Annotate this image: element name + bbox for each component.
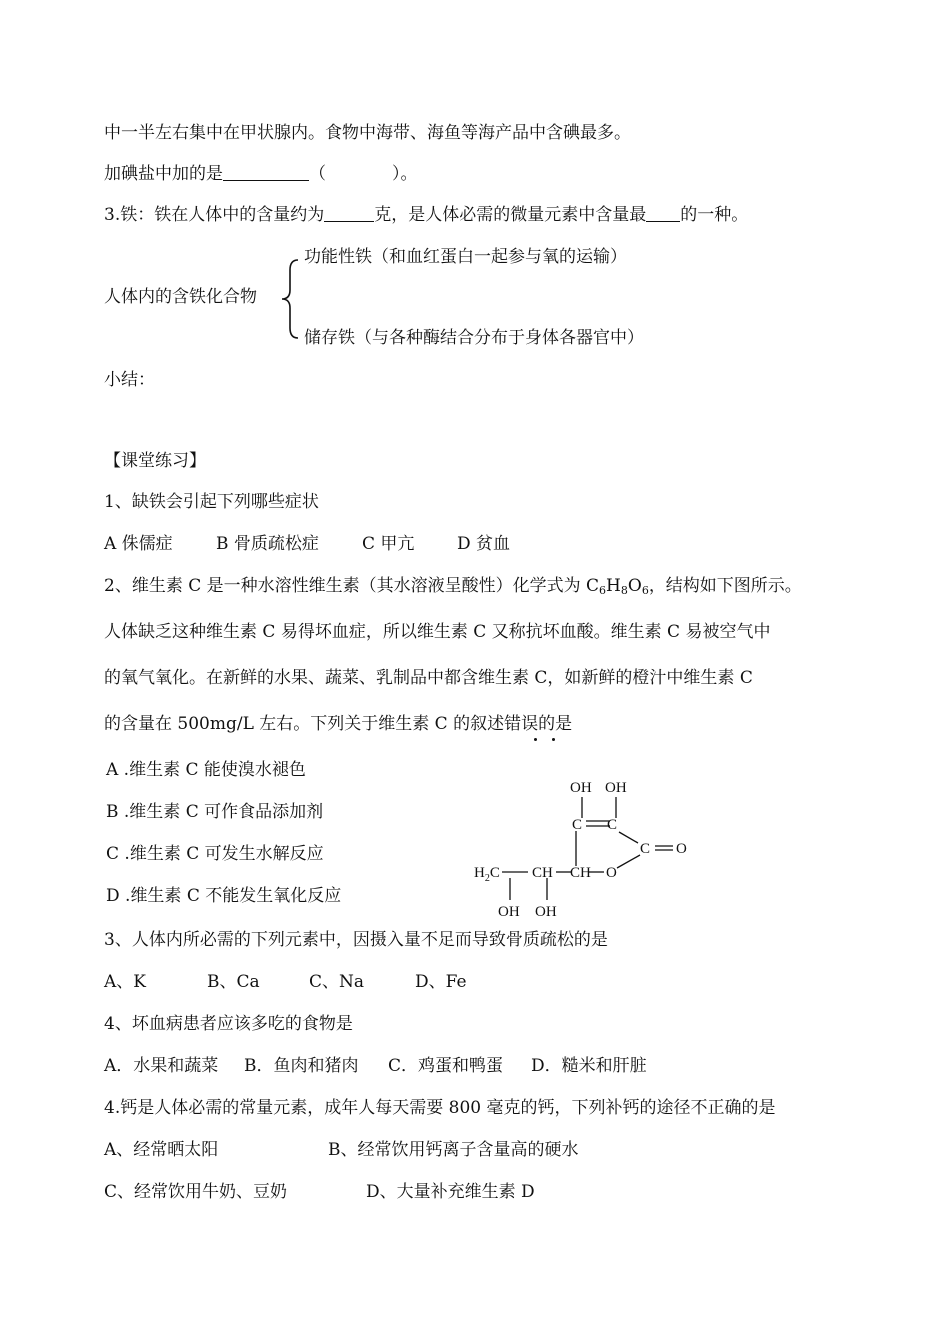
- iron-heading: [104, 203, 748, 227]
- answer-blank[interactable]: [646, 203, 680, 222]
- answer-blank[interactable]: [324, 203, 374, 222]
- q4-stem: 4、坏血病患者应该多吃的食物是: [104, 1014, 353, 1034]
- iodized-salt-line: [104, 162, 418, 186]
- q4-option-d[interactable]: D．糙米和肝脏: [531, 1056, 647, 1076]
- o-ring-label: O: [606, 865, 617, 881]
- vitamin-c-structure: [470, 770, 700, 922]
- q4-option-b[interactable]: B．鱼肉和猪肉: [244, 1056, 359, 1076]
- q4-options: [104, 1054, 647, 1078]
- c-label: C: [572, 817, 583, 833]
- q1-stem: 1、缺铁会引起下列哪些症状: [104, 492, 319, 512]
- q5-stem: 4.钙是人体必需的常量元素，成年人每天需要 800 毫克的钙，下列补钙的途径不正确的是: [104, 1098, 776, 1118]
- q2-line3: 的氧气氧化。在新鲜的水果、蔬菜、乳制品中都含维生素 C，如新鲜的橙汁中维生素 C: [104, 668, 753, 688]
- iron-heading-part2: 克，是人体必需的微量元素中含量最: [374, 205, 647, 225]
- q2-line1-text: 2、维生素 C 是一种水溶性维生素（其水溶液呈酸性）化学式为 C: [104, 576, 600, 596]
- ch-label: CH: [532, 865, 553, 881]
- q3-options: [104, 970, 467, 994]
- ch-label: CH: [570, 865, 591, 881]
- functional-iron: 功能性铁（和血红蛋白一起参与氧的运输）: [304, 247, 627, 267]
- q5-options-row1: [104, 1138, 579, 1162]
- curly-brace-icon: [278, 258, 302, 340]
- answer-blank[interactable]: [223, 162, 309, 181]
- q4-option-a[interactable]: A．水果和蔬菜: [104, 1056, 219, 1076]
- formula-sub: 8: [620, 584, 628, 597]
- o-label: O: [676, 841, 687, 857]
- q1-option-d[interactable]: D 贫血: [457, 534, 511, 554]
- q1-option-c[interactable]: C 甲亢: [362, 534, 415, 554]
- emphasis-dot: [552, 738, 555, 741]
- paren-close: ）。: [392, 164, 418, 184]
- q1-option-a[interactable]: A 侏儒症: [104, 534, 173, 554]
- q2-option-b[interactable]: B .维生素 C 可作食品添加剂: [106, 802, 324, 822]
- q2-line4: 的含量在 500mg/L 左右。下列关于维生素 C 的叙述错误的是: [104, 714, 573, 734]
- q4-option-c[interactable]: C．鸡蛋和鸭蛋: [388, 1056, 504, 1076]
- paren-open: （: [309, 164, 326, 184]
- q2-option-c[interactable]: C .维生素 C 可发生水解反应: [106, 844, 324, 864]
- oh-label: OH: [570, 780, 592, 796]
- q3-option-c[interactable]: C、Na: [309, 972, 365, 992]
- formula-sub: 6: [599, 584, 607, 597]
- iron-compounds-label: 人体内的含铁化合物: [104, 287, 257, 307]
- oh-label: OH: [605, 780, 627, 796]
- q5-option-d[interactable]: D、大量补充维生素 D: [366, 1182, 535, 1202]
- q1-options: [104, 532, 510, 556]
- c-label: C: [607, 817, 618, 833]
- q3-stem: 3、人体内所必需的下列元素中，因摄入量不足而导致骨质疏松的是: [104, 930, 608, 950]
- q5-option-c[interactable]: C、经常饮用牛奶、豆奶: [104, 1182, 288, 1202]
- iodized-salt-prefix: 加碘盐中加的是: [104, 164, 223, 184]
- oh-label: OH: [498, 904, 520, 920]
- emphasis-dot: [534, 738, 537, 741]
- q3-option-b[interactable]: B、Ca: [207, 972, 260, 992]
- formula-o: O: [627, 576, 642, 596]
- h2c-label: $H_2C$: [474, 865, 500, 884]
- summary-label: 小结：: [104, 370, 155, 390]
- exercise-heading: 【课堂练习】: [104, 451, 206, 471]
- q2-line2: 人体缺乏这种维生素 C 易得坏血症，所以维生素 C 又称抗坏血酸。维生素 C 易被空气中: [104, 622, 771, 642]
- oh-label: OH: [535, 904, 557, 920]
- formula-sub: 6: [641, 584, 649, 597]
- q2-option-d[interactable]: D .维生素 C 不能发生氧化反应: [106, 886, 342, 906]
- iron-heading-part1: 3.铁：铁在人体中的含量约为: [104, 205, 325, 225]
- storage-iron: 储存铁（与各种酶结合分布于身体各器官中）: [304, 328, 644, 348]
- iodine-text-line: 中一半左右集中在甲状腺内。食物中海带、海鱼等海产品中含碘最多。: [104, 123, 631, 143]
- iron-heading-part3: 的一种。: [680, 205, 749, 225]
- c-label: C: [640, 841, 651, 857]
- q3-option-d[interactable]: D、Fe: [415, 972, 467, 992]
- q2-option-a[interactable]: A .维生素 C 能使溴水褪色: [106, 760, 306, 780]
- formula-h: H: [606, 576, 621, 596]
- q2-line1-tail: ，结构如下图所示。: [648, 576, 802, 596]
- q5-option-a[interactable]: A、经常晒太阳: [104, 1140, 219, 1160]
- q2-line1: [104, 574, 802, 598]
- q1-option-b[interactable]: B 骨质疏松症: [216, 534, 319, 554]
- q3-option-a[interactable]: A、K: [104, 972, 146, 992]
- q5-options-row2: [104, 1180, 535, 1204]
- q5-option-b[interactable]: B、经常饮用钙离子含量高的硬水: [328, 1140, 579, 1160]
